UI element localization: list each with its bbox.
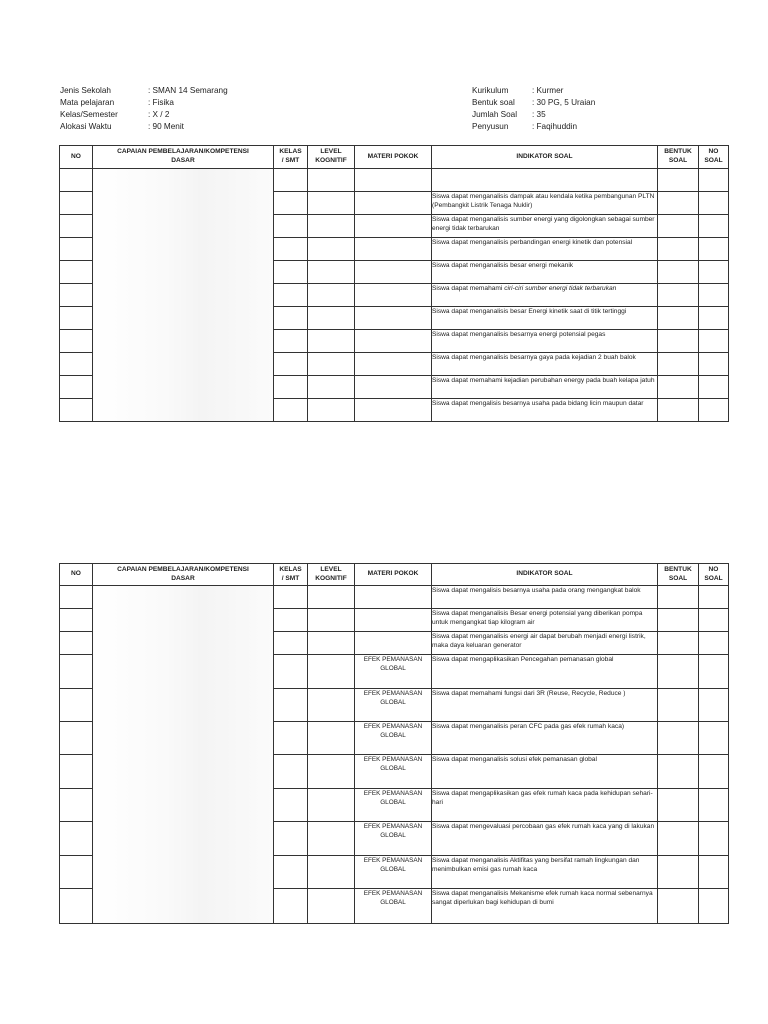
cell-materi xyxy=(355,284,432,307)
col-header-materi: MATERI POKOK xyxy=(355,564,432,586)
cell-materi: EFEK PEMANASAN GLOBAL xyxy=(355,889,432,924)
cell-bentuk xyxy=(658,353,699,376)
cell-bentuk xyxy=(658,330,699,353)
cell-kelas xyxy=(274,353,308,376)
cell-indikator: Siswa dapat mengalisis besarnya usaha pada bidang licin maupun datar xyxy=(432,399,658,422)
cell-no-soal xyxy=(699,215,729,238)
cell-bentuk xyxy=(658,889,699,924)
cell-capaian xyxy=(93,169,274,422)
cell-indikator: Siswa dapat menganalisis energi air dapat berubah menjadi energi listrik, maka daya keluaran generator xyxy=(432,632,658,655)
cell-no-soal xyxy=(699,284,729,307)
cell-materi: EFEK PEMANASAN GLOBAL xyxy=(355,722,432,755)
cell-materi xyxy=(355,353,432,376)
cell-materi: EFEK PEMANASAN GLOBAL xyxy=(355,822,432,856)
cell-no xyxy=(60,284,93,307)
header-row-kelas-semester xyxy=(60,109,228,121)
cell-level xyxy=(308,307,355,330)
table-header-row xyxy=(60,146,729,169)
col-header-kelas: KELAS / SMT xyxy=(274,146,308,169)
cell-bentuk xyxy=(658,856,699,889)
col-header-indikator: INDIKATOR SOAL xyxy=(432,146,658,169)
header-label: Penyusun xyxy=(472,122,509,131)
col-header-no-soal: NO SOAL xyxy=(699,564,729,586)
header-row-mata-pelajaran xyxy=(60,97,228,109)
cell-no-soal xyxy=(699,655,729,689)
header-row-jenis-sekolah xyxy=(60,85,228,97)
cell-indikator xyxy=(432,284,658,307)
cell-no xyxy=(60,586,93,609)
cell-materi: EFEK PEMANASAN GLOBAL xyxy=(355,689,432,722)
header-label: Kelas/Semester xyxy=(60,110,118,119)
cell-kelas xyxy=(274,284,308,307)
cell-kelas xyxy=(274,586,308,609)
cell-indikator: Siswa dapat menganalisis Mekanisme efek rumah kaca normal sebenarnya sangat diperlukan bagi kehidupan di bumi xyxy=(432,889,658,924)
cell-no-soal xyxy=(699,856,729,889)
table-row xyxy=(60,586,729,609)
table-row xyxy=(60,169,729,192)
cell-bentuk xyxy=(658,238,699,261)
cell-indikator: Siswa dapat mengaplikasikan gas efek rumah kaca pada kehidupan sehari-hari xyxy=(432,789,658,822)
col-header-indikator: INDIKATOR SOAL xyxy=(432,564,658,586)
cell-indikator: Siswa dapat menganalisis dampak atau kendala ketika pembangunan PLTN (Pembangkit Listrik Tenaga Nuklir) xyxy=(432,192,658,215)
cell-materi xyxy=(355,586,432,609)
cell-bentuk xyxy=(658,722,699,755)
cell-kelas xyxy=(274,722,308,755)
cell-no-soal xyxy=(699,192,729,215)
cell-level xyxy=(308,261,355,284)
cell-no xyxy=(60,353,93,376)
cell-materi xyxy=(355,238,432,261)
header-value: : 35 xyxy=(532,110,546,119)
indikator-text-italic: ciri-ciri sumber energi tidak terbarukan xyxy=(504,285,617,292)
document-header-left xyxy=(60,85,228,133)
cell-indikator: Siswa dapat menganalisis besarnya gaya pada kejadian 2 buah balok xyxy=(432,353,658,376)
cell-indikator: Siswa dapat mengevaluasi percobaan gas efek rumah kaca yang di lakukan xyxy=(432,822,658,856)
cell-indikator: Siswa dapat menganalisis besar energi mekanik xyxy=(432,261,658,284)
cell-bentuk xyxy=(658,632,699,655)
cell-no xyxy=(60,215,93,238)
cell-level xyxy=(308,238,355,261)
cell-level xyxy=(308,353,355,376)
cell-indikator: Siswa dapat menganalisis perbandingan energi kinetik dan potensial xyxy=(432,238,658,261)
cell-kelas xyxy=(274,689,308,722)
cell-no xyxy=(60,789,93,822)
cell-no-soal xyxy=(699,889,729,924)
cell-indikator: Siswa dapat mengaplikasikan Pencegahan pemanasan global xyxy=(432,655,658,689)
cell-bentuk xyxy=(658,822,699,856)
cell-level xyxy=(308,284,355,307)
cell-no xyxy=(60,822,93,856)
cell-bentuk xyxy=(658,261,699,284)
cell-indikator: Siswa dapat menganalisis besarnya energi potensial pegas xyxy=(432,330,658,353)
cell-indikator: Siswa dapat mengalisis besarnya usaha pada orang mengangkat balok xyxy=(432,586,658,609)
cell-bentuk xyxy=(658,307,699,330)
cell-indikator: Siswa dapat menganalisis sumber energi yang digolongkan sebagai sumber energi tidak terbarukan xyxy=(432,215,658,238)
cell-no xyxy=(60,261,93,284)
cell-materi xyxy=(355,376,432,399)
cell-kelas xyxy=(274,755,308,789)
header-label: Mata pelajaran xyxy=(60,98,115,107)
cell-no-soal xyxy=(699,722,729,755)
cell-no-soal xyxy=(699,632,729,655)
indikator-text: Siswa dapat memahami xyxy=(432,285,505,292)
cell-bentuk xyxy=(658,689,699,722)
cell-level xyxy=(308,689,355,722)
cell-no xyxy=(60,169,93,192)
col-header-no: NO xyxy=(60,146,93,169)
cell-no xyxy=(60,689,93,722)
cell-indikator: Siswa dapat menganalisis Aktifitas yang bersifat ramah lingkungan dan menimbulkan emisi gas rumah kaca xyxy=(432,856,658,889)
header-value: : X / 2 xyxy=(148,110,170,119)
cell-bentuk xyxy=(658,755,699,789)
header-label: Jumlah Soal xyxy=(472,110,518,119)
cell-kelas xyxy=(274,889,308,924)
cell-level xyxy=(308,192,355,215)
cell-level xyxy=(308,889,355,924)
table-header-row xyxy=(60,564,729,586)
cell-kelas xyxy=(274,330,308,353)
cell-level xyxy=(308,330,355,353)
cell-indikator: Siswa dapat menganalisis besar Energi kinetik saat di titik tertinggi xyxy=(432,307,658,330)
cell-bentuk xyxy=(658,376,699,399)
header-label: Jenis Sekolah xyxy=(60,86,111,95)
cell-kelas xyxy=(274,789,308,822)
cell-level xyxy=(308,632,355,655)
cell-level xyxy=(308,755,355,789)
cell-no xyxy=(60,307,93,330)
col-header-capaian: CAPAIAN PEMBELAJARAN/KOMPETENSI DASAR xyxy=(93,564,274,586)
cell-level xyxy=(308,609,355,632)
cell-level xyxy=(308,655,355,689)
cell-no xyxy=(60,755,93,789)
document-header-right xyxy=(472,85,595,133)
cell-indikator: Siswa dapat menganalisis peran CFC pada gas efek rumah kaca) xyxy=(432,722,658,755)
cell-bentuk xyxy=(658,169,699,192)
col-header-capaian: CAPAIAN PEMBELAJARAN/KOMPETENSI DASAR xyxy=(93,146,274,169)
cell-materi: EFEK PEMANASAN GLOBAL xyxy=(355,789,432,822)
cell-level xyxy=(308,586,355,609)
cell-materi xyxy=(355,169,432,192)
cell-no xyxy=(60,192,93,215)
cell-no-soal xyxy=(699,261,729,284)
col-header-materi: MATERI POKOK xyxy=(355,146,432,169)
cell-no xyxy=(60,655,93,689)
cell-indikator: Siswa dapat menganalisis Besar energi potensial yang diberikan pompa untuk mengangkat tiap kilogram air xyxy=(432,609,658,632)
cell-no-soal xyxy=(699,586,729,609)
cell-materi: EFEK PEMANASAN GLOBAL xyxy=(355,856,432,889)
cell-bentuk xyxy=(658,215,699,238)
cell-kelas xyxy=(274,376,308,399)
cell-no-soal xyxy=(699,169,729,192)
col-header-bentuk: BENTUK SOAL xyxy=(658,564,699,586)
col-header-no: NO xyxy=(60,564,93,586)
cell-materi xyxy=(355,215,432,238)
cell-no-soal xyxy=(699,307,729,330)
cell-bentuk xyxy=(658,399,699,422)
cell-bentuk xyxy=(658,586,699,609)
cell-kelas xyxy=(274,609,308,632)
cell-kelas xyxy=(274,399,308,422)
cell-kelas xyxy=(274,238,308,261)
cell-capaian xyxy=(93,586,274,924)
header-value: : Faqihuddin xyxy=(532,122,578,131)
cell-no xyxy=(60,889,93,924)
cell-kelas xyxy=(274,632,308,655)
cell-no-soal xyxy=(699,399,729,422)
cell-no xyxy=(60,856,93,889)
header-value: : Kurmer xyxy=(532,86,564,95)
cell-materi xyxy=(355,192,432,215)
cell-level xyxy=(308,376,355,399)
cell-materi xyxy=(355,330,432,353)
cell-indikator: Siswa dapat memahami fungsi dari 3R (Reuse, Recycle, Reduce ) xyxy=(432,689,658,722)
cell-level xyxy=(308,789,355,822)
cell-bentuk xyxy=(658,655,699,689)
header-value: : SMAN 14 Semarang xyxy=(148,86,228,95)
cell-indikator xyxy=(432,169,658,192)
col-header-kelas: KELAS / SMT xyxy=(274,564,308,586)
cell-materi xyxy=(355,632,432,655)
cell-materi: EFEK PEMANASAN GLOBAL xyxy=(355,755,432,789)
cell-no-soal xyxy=(699,822,729,856)
cell-materi xyxy=(355,399,432,422)
cell-no xyxy=(60,238,93,261)
cell-kelas xyxy=(274,856,308,889)
cell-materi xyxy=(355,609,432,632)
cell-level xyxy=(308,722,355,755)
header-row-kurikulum xyxy=(472,85,595,97)
cell-materi xyxy=(355,307,432,330)
cell-kelas xyxy=(274,215,308,238)
cell-kelas xyxy=(274,822,308,856)
col-header-bentuk: BENTUK SOAL xyxy=(658,146,699,169)
cell-level xyxy=(308,822,355,856)
cell-no xyxy=(60,609,93,632)
cell-kelas xyxy=(274,169,308,192)
header-label: Bentuk soal xyxy=(472,98,515,107)
cell-bentuk xyxy=(658,192,699,215)
cell-no-soal xyxy=(699,238,729,261)
cell-no-soal xyxy=(699,789,729,822)
cell-level xyxy=(308,215,355,238)
header-value: : 90 Menit xyxy=(148,122,184,131)
col-header-level: LEVEL KOGNITIF xyxy=(308,146,355,169)
cell-indikator: Siswa dapat menganalisis solusi efek pemanasan global xyxy=(432,755,658,789)
cell-no xyxy=(60,376,93,399)
header-row-bentuk-soal xyxy=(472,97,595,109)
header-label: Alokasi Waktu xyxy=(60,122,112,131)
cell-no-soal xyxy=(699,755,729,789)
col-header-level: LEVEL KOGNITIF xyxy=(308,564,355,586)
cell-kelas xyxy=(274,261,308,284)
cell-no-soal xyxy=(699,689,729,722)
cell-bentuk xyxy=(658,789,699,822)
cell-level xyxy=(308,856,355,889)
cell-no-soal xyxy=(699,330,729,353)
cell-no-soal xyxy=(699,376,729,399)
header-value: : Fisika xyxy=(148,98,174,107)
cell-no-soal xyxy=(699,353,729,376)
cell-no xyxy=(60,399,93,422)
cell-bentuk xyxy=(658,284,699,307)
kisi-kisi-table-1 xyxy=(59,145,729,422)
kisi-kisi-table-2 xyxy=(59,563,729,924)
cell-bentuk xyxy=(658,609,699,632)
cell-level xyxy=(308,169,355,192)
cell-materi: EFEK PEMANASAN GLOBAL xyxy=(355,655,432,689)
header-row-jumlah-soal xyxy=(472,109,595,121)
cell-no xyxy=(60,722,93,755)
cell-level xyxy=(308,399,355,422)
header-row-penyusun xyxy=(472,121,595,133)
cell-no xyxy=(60,632,93,655)
cell-no-soal xyxy=(699,609,729,632)
cell-indikator: Siswa dapat memahami kejadian perubahan energy pada buah kelapa jatuh xyxy=(432,376,658,399)
cell-no xyxy=(60,330,93,353)
header-value: : 30 PG, 5 Uraian xyxy=(532,98,596,107)
cell-kelas xyxy=(274,192,308,215)
col-header-no-soal: NO SOAL xyxy=(699,146,729,169)
header-label: Kurikulum xyxy=(472,86,509,95)
header-row-alokasi-waktu xyxy=(60,121,228,133)
cell-kelas xyxy=(274,655,308,689)
cell-materi xyxy=(355,261,432,284)
cell-kelas xyxy=(274,307,308,330)
